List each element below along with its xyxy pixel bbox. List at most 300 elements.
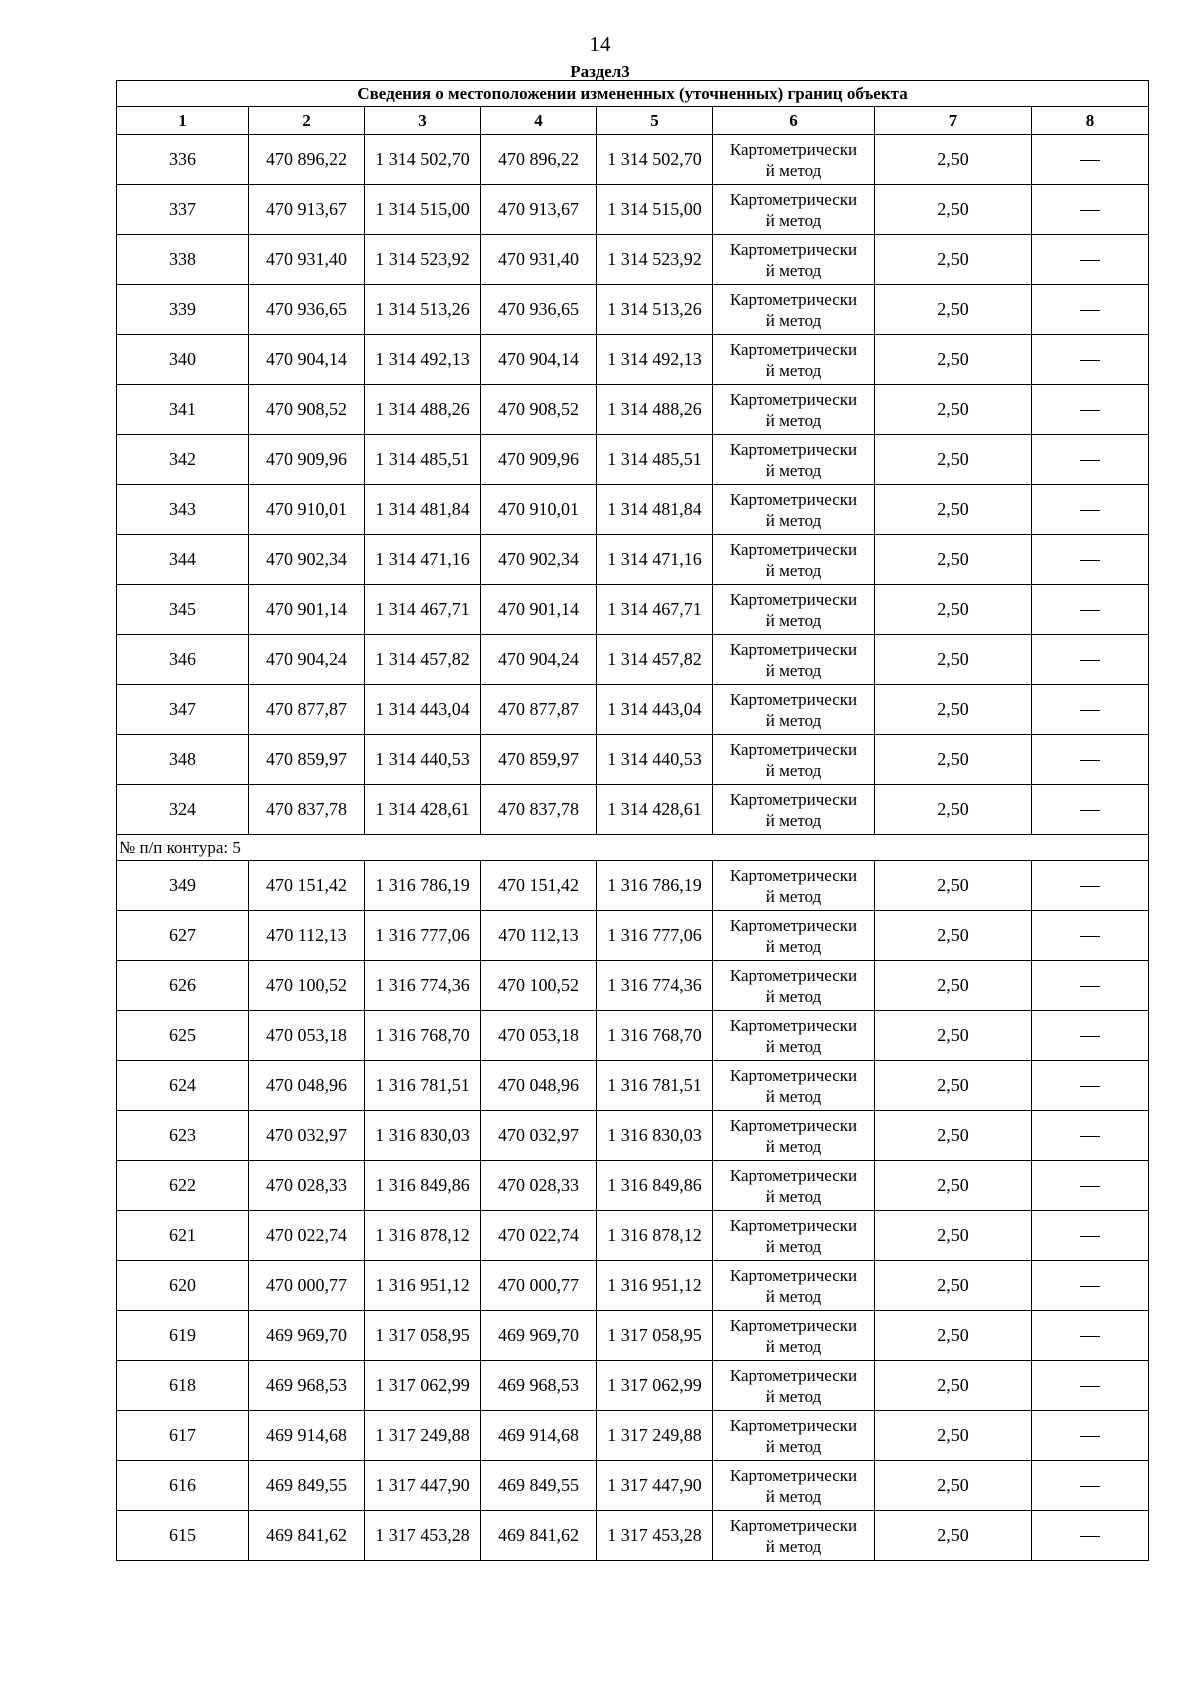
method-line2: й метод [765, 1336, 822, 1356]
x-new-cell: 470 032,97 [481, 1111, 597, 1161]
precision-cell: 2,50 [875, 585, 1032, 635]
precision-cell: 2,50 [875, 1311, 1032, 1361]
dash-mark [1080, 410, 1100, 411]
method-cell [713, 1161, 875, 1211]
y-old-cell: 1 314 488,26 [365, 385, 481, 435]
precision-cell: 2,50 [875, 961, 1032, 1011]
empty-value-cell [1032, 485, 1149, 535]
precision-cell: 2,50 [875, 1161, 1032, 1211]
x-new-cell: 470 100,52 [481, 961, 597, 1011]
x-old-cell: 470 908,52 [249, 385, 365, 435]
method-cell [713, 235, 875, 285]
table-row [117, 235, 1149, 285]
dash-mark [1080, 460, 1100, 461]
x-new-cell: 470 909,96 [481, 435, 597, 485]
x-old-cell: 469 849,55 [249, 1461, 365, 1511]
method-line1: Картометрически [729, 339, 858, 359]
x-new-cell: 470 112,13 [481, 911, 597, 961]
method-cell [713, 1411, 875, 1461]
dash-mark [1080, 310, 1100, 311]
y-new-cell: 1 314 485,51 [597, 435, 713, 485]
method-line2: й метод [765, 1236, 822, 1256]
y-new-cell: 1 314 488,26 [597, 385, 713, 435]
empty-value-cell [1032, 735, 1149, 785]
y-old-cell: 1 316 830,03 [365, 1111, 481, 1161]
y-old-cell: 1 317 058,95 [365, 1311, 481, 1361]
x-old-cell: 470 904,14 [249, 335, 365, 385]
method-line1: Картометрически [729, 589, 858, 609]
y-old-cell: 1 314 515,00 [365, 185, 481, 235]
y-old-cell: 1 316 786,19 [365, 861, 481, 911]
point-number-cell: 623 [117, 1111, 249, 1161]
table-row [117, 1511, 1149, 1561]
column-header: 3 [365, 107, 481, 135]
precision-cell: 2,50 [875, 1411, 1032, 1461]
point-number-cell: 342 [117, 435, 249, 485]
x-new-cell: 470 028,33 [481, 1161, 597, 1211]
dash-mark [1080, 560, 1100, 561]
dash-mark [1080, 1336, 1100, 1337]
empty-value-cell [1032, 535, 1149, 585]
precision-cell: 2,50 [875, 635, 1032, 685]
column-header: 5 [597, 107, 713, 135]
method-cell [713, 1211, 875, 1261]
x-new-cell: 470 837,78 [481, 785, 597, 835]
table-row [117, 911, 1149, 961]
y-new-cell: 1 316 781,51 [597, 1061, 713, 1111]
method-line2: й метод [765, 1536, 822, 1556]
method-line1: Картометрически [729, 139, 858, 159]
y-new-cell: 1 316 878,12 [597, 1211, 713, 1261]
dash-mark [1080, 1036, 1100, 1037]
point-number-cell: 341 [117, 385, 249, 435]
point-number-cell: 348 [117, 735, 249, 785]
table-row [117, 435, 1149, 485]
table-body-group-a [117, 135, 1149, 835]
x-old-cell: 470 936,65 [249, 285, 365, 335]
y-new-cell: 1 314 457,82 [597, 635, 713, 685]
method-line1: Картометрически [729, 1165, 858, 1185]
table-row [117, 1111, 1149, 1161]
method-line2: й метод [765, 810, 822, 830]
method-line1: Картометрически [729, 189, 858, 209]
table-row [117, 385, 1149, 435]
y-old-cell: 1 314 523,92 [365, 235, 481, 285]
x-new-cell: 470 151,42 [481, 861, 597, 911]
dash-mark [1080, 710, 1100, 711]
y-new-cell: 1 314 515,00 [597, 185, 713, 235]
y-new-cell: 1 314 481,84 [597, 485, 713, 535]
method-line1: Картометрически [729, 489, 858, 509]
x-old-cell: 470 032,97 [249, 1111, 365, 1161]
point-number-cell: 324 [117, 785, 249, 835]
method-cell [713, 785, 875, 835]
empty-value-cell [1032, 285, 1149, 335]
precision-cell: 2,50 [875, 485, 1032, 535]
method-cell [713, 1061, 875, 1111]
x-old-cell: 469 914,68 [249, 1411, 365, 1461]
empty-value-cell [1032, 1111, 1149, 1161]
empty-value-cell [1032, 961, 1149, 1011]
empty-value-cell [1032, 235, 1149, 285]
table-row [117, 1261, 1149, 1311]
y-new-cell: 1 314 502,70 [597, 135, 713, 185]
method-line1: Картометрически [729, 689, 858, 709]
empty-value-cell [1032, 435, 1149, 485]
precision-cell: 2,50 [875, 1511, 1032, 1561]
x-new-cell: 470 913,67 [481, 185, 597, 235]
precision-cell: 2,50 [875, 135, 1032, 185]
method-cell [713, 485, 875, 535]
table-row [117, 1361, 1149, 1411]
dash-mark [1080, 1136, 1100, 1137]
precision-cell: 2,50 [875, 1061, 1032, 1111]
method-line1: Картометрически [729, 1365, 858, 1385]
method-line2: й метод [765, 660, 822, 680]
x-new-cell: 470 048,96 [481, 1061, 597, 1111]
precision-cell: 2,50 [875, 385, 1032, 435]
column-header: 2 [249, 107, 365, 135]
x-old-cell: 470 909,96 [249, 435, 365, 485]
y-new-cell: 1 316 830,03 [597, 1111, 713, 1161]
precision-cell: 2,50 [875, 235, 1032, 285]
x-old-cell: 470 902,34 [249, 535, 365, 585]
method-line1: Картометрически [729, 739, 858, 759]
point-number-cell: 617 [117, 1411, 249, 1461]
method-line2: й метод [765, 260, 822, 280]
x-new-cell: 469 968,53 [481, 1361, 597, 1411]
x-new-cell: 470 053,18 [481, 1011, 597, 1061]
point-number-cell: 346 [117, 635, 249, 685]
method-line1: Картометрически [729, 1415, 858, 1435]
precision-cell: 2,50 [875, 435, 1032, 485]
y-new-cell: 1 316 768,70 [597, 1011, 713, 1061]
empty-value-cell [1032, 1161, 1149, 1211]
empty-value-cell [1032, 1211, 1149, 1261]
method-cell [713, 1311, 875, 1361]
precision-cell: 2,50 [875, 1461, 1032, 1511]
x-old-cell: 470 901,14 [249, 585, 365, 635]
method-line1: Картометрически [729, 1215, 858, 1235]
y-new-cell: 1 316 774,36 [597, 961, 713, 1011]
empty-value-cell [1032, 1461, 1149, 1511]
y-new-cell: 1 317 062,99 [597, 1361, 713, 1411]
precision-cell: 2,50 [875, 1111, 1032, 1161]
table-row [117, 135, 1149, 185]
empty-value-cell [1032, 1061, 1149, 1111]
x-old-cell: 470 877,87 [249, 685, 365, 735]
y-old-cell: 1 314 481,84 [365, 485, 481, 535]
y-old-cell: 1 316 777,06 [365, 911, 481, 961]
empty-value-cell [1032, 1011, 1149, 1061]
method-cell [713, 911, 875, 961]
y-old-cell: 1 314 428,61 [365, 785, 481, 835]
x-old-cell: 469 969,70 [249, 1311, 365, 1361]
table-row [117, 1061, 1149, 1111]
x-new-cell: 470 000,77 [481, 1261, 597, 1311]
method-line1: Картометрически [729, 1465, 858, 1485]
y-new-cell: 1 316 951,12 [597, 1261, 713, 1311]
method-cell [713, 1261, 875, 1311]
column-header: 6 [713, 107, 875, 135]
dash-mark [1080, 360, 1100, 361]
y-old-cell: 1 316 878,12 [365, 1211, 481, 1261]
empty-value-cell [1032, 335, 1149, 385]
table-row [117, 535, 1149, 585]
empty-value-cell [1032, 685, 1149, 735]
method-cell [713, 585, 875, 635]
empty-value-cell [1032, 385, 1149, 435]
precision-cell: 2,50 [875, 335, 1032, 385]
x-new-cell: 470 896,22 [481, 135, 597, 185]
point-number-cell: 343 [117, 485, 249, 535]
method-line1: Картометрически [729, 439, 858, 459]
dash-mark [1080, 1186, 1100, 1187]
x-new-cell: 470 877,87 [481, 685, 597, 735]
dash-mark [1080, 260, 1100, 261]
y-new-cell: 1 317 453,28 [597, 1511, 713, 1561]
method-line2: й метод [765, 510, 822, 530]
point-number-cell: 336 [117, 135, 249, 185]
method-line2: й метод [765, 610, 822, 630]
x-old-cell: 470 837,78 [249, 785, 365, 835]
method-line1: Картометрически [729, 915, 858, 935]
point-number-cell: 339 [117, 285, 249, 335]
method-line2: й метод [765, 310, 822, 330]
y-old-cell: 1 317 249,88 [365, 1411, 481, 1461]
x-old-cell: 470 028,33 [249, 1161, 365, 1211]
contour-row [117, 835, 1149, 861]
x-new-cell: 470 910,01 [481, 485, 597, 535]
x-new-cell: 470 022,74 [481, 1211, 597, 1261]
empty-value-cell [1032, 185, 1149, 235]
x-old-cell: 470 112,13 [249, 911, 365, 961]
method-line1: Картометрически [729, 1515, 858, 1535]
y-old-cell: 1 314 502,70 [365, 135, 481, 185]
x-new-cell: 470 908,52 [481, 385, 597, 435]
section-title: Раздел3 [570, 62, 630, 81]
precision-cell: 2,50 [875, 185, 1032, 235]
method-cell [713, 285, 875, 335]
method-cell [713, 1361, 875, 1411]
table-row [117, 1411, 1149, 1461]
method-line2: й метод [765, 1286, 822, 1306]
method-line2: й метод [765, 886, 822, 906]
dash-mark [1080, 660, 1100, 661]
empty-value-cell [1032, 785, 1149, 835]
point-number-cell: 627 [117, 911, 249, 961]
y-new-cell: 1 317 058,95 [597, 1311, 713, 1361]
method-line1: Картометрически [729, 1265, 858, 1285]
precision-cell: 2,50 [875, 1261, 1032, 1311]
point-number-cell: 347 [117, 685, 249, 735]
precision-cell: 2,50 [875, 911, 1032, 961]
x-old-cell: 470 048,96 [249, 1061, 365, 1111]
method-cell [713, 1011, 875, 1061]
x-new-cell: 469 849,55 [481, 1461, 597, 1511]
table-row [117, 961, 1149, 1011]
x-old-cell: 470 910,01 [249, 485, 365, 535]
dash-mark [1080, 610, 1100, 611]
method-line2: й метод [765, 936, 822, 956]
precision-cell: 2,50 [875, 535, 1032, 585]
column-header: 1 [117, 107, 249, 135]
y-old-cell: 1 314 457,82 [365, 635, 481, 685]
dash-mark [1080, 760, 1100, 761]
x-old-cell: 470 859,97 [249, 735, 365, 785]
dash-mark [1080, 886, 1100, 887]
method-line2: й метод [765, 1486, 822, 1506]
precision-cell: 2,50 [875, 861, 1032, 911]
x-new-cell: 470 904,24 [481, 635, 597, 685]
point-number-cell: 337 [117, 185, 249, 235]
table-row [117, 785, 1149, 835]
y-new-cell: 1 314 467,71 [597, 585, 713, 635]
method-line2: й метод [765, 1086, 822, 1106]
dash-mark [1080, 936, 1100, 937]
method-cell [713, 335, 875, 385]
method-line1: Картометрически [729, 1015, 858, 1035]
table-row [117, 1461, 1149, 1511]
precision-cell: 2,50 [875, 1211, 1032, 1261]
method-cell [713, 1511, 875, 1561]
table-row [117, 1311, 1149, 1361]
table-row [117, 1161, 1149, 1211]
x-new-cell: 469 969,70 [481, 1311, 597, 1361]
table-row [117, 585, 1149, 635]
method-line2: й метод [765, 460, 822, 480]
table-body-contour [117, 835, 1149, 861]
method-line2: й метод [765, 1186, 822, 1206]
y-old-cell: 1 317 447,90 [365, 1461, 481, 1511]
point-number-cell: 615 [117, 1511, 249, 1561]
x-old-cell: 470 913,67 [249, 185, 365, 235]
method-line2: й метод [765, 360, 822, 380]
y-old-cell: 1 314 467,71 [365, 585, 481, 635]
y-old-cell: 1 317 062,99 [365, 1361, 481, 1411]
method-line1: Картометрически [729, 289, 858, 309]
point-number-cell: 345 [117, 585, 249, 635]
method-line1: Картометрически [729, 539, 858, 559]
y-new-cell: 1 316 786,19 [597, 861, 713, 911]
method-line2: й метод [765, 1386, 822, 1406]
empty-value-cell [1032, 1411, 1149, 1461]
point-number-cell: 619 [117, 1311, 249, 1361]
x-old-cell: 470 022,74 [249, 1211, 365, 1261]
dash-mark [1080, 1236, 1100, 1237]
point-number-cell: 618 [117, 1361, 249, 1411]
method-line2: й метод [765, 210, 822, 230]
method-line2: й метод [765, 760, 822, 780]
table-row [117, 485, 1149, 535]
y-old-cell: 1 314 440,53 [365, 735, 481, 785]
method-line1: Картометрически [729, 389, 858, 409]
point-number-cell: 620 [117, 1261, 249, 1311]
y-new-cell: 1 317 447,90 [597, 1461, 713, 1511]
method-line2: й метод [765, 160, 822, 180]
x-new-cell: 469 841,62 [481, 1511, 597, 1561]
dash-mark [1080, 210, 1100, 211]
empty-value-cell [1032, 1361, 1149, 1411]
empty-value-cell [1032, 1511, 1149, 1561]
method-cell [713, 861, 875, 911]
y-new-cell: 1 317 249,88 [597, 1411, 713, 1461]
y-old-cell: 1 316 951,12 [365, 1261, 481, 1311]
dash-mark [1080, 986, 1100, 987]
table-row [117, 1011, 1149, 1061]
method-line2: й метод [765, 1136, 822, 1156]
y-new-cell: 1 314 492,13 [597, 335, 713, 385]
x-new-cell: 470 902,34 [481, 535, 597, 585]
method-cell [713, 1461, 875, 1511]
method-cell [713, 961, 875, 1011]
empty-value-cell [1032, 585, 1149, 635]
method-line1: Картометрически [729, 789, 858, 809]
x-old-cell: 469 968,53 [249, 1361, 365, 1411]
point-number-cell: 621 [117, 1211, 249, 1261]
method-line2: й метод [765, 1036, 822, 1056]
point-number-cell: 625 [117, 1011, 249, 1061]
method-line1: Картометрически [729, 239, 858, 259]
empty-value-cell [1032, 861, 1149, 911]
y-old-cell: 1 317 453,28 [365, 1511, 481, 1561]
y-old-cell: 1 314 492,13 [365, 335, 481, 385]
dash-mark [1080, 1386, 1100, 1387]
table-caption-row [117, 81, 1149, 107]
dash-mark [1080, 810, 1100, 811]
x-old-cell: 469 841,62 [249, 1511, 365, 1561]
table-row [117, 861, 1149, 911]
precision-cell: 2,50 [875, 785, 1032, 835]
coordinates-table [116, 80, 1149, 1561]
y-new-cell: 1 314 428,61 [597, 785, 713, 835]
method-cell [713, 435, 875, 485]
x-new-cell: 470 936,65 [481, 285, 597, 335]
y-new-cell: 1 314 513,26 [597, 285, 713, 335]
x-new-cell: 470 859,97 [481, 735, 597, 785]
y-old-cell: 1 316 781,51 [365, 1061, 481, 1111]
y-new-cell: 1 316 777,06 [597, 911, 713, 961]
y-new-cell: 1 314 443,04 [597, 685, 713, 735]
column-header: 7 [875, 107, 1032, 135]
x-old-cell: 470 053,18 [249, 1011, 365, 1061]
method-cell [713, 685, 875, 735]
point-number-cell: 616 [117, 1461, 249, 1511]
y-new-cell: 1 316 849,86 [597, 1161, 713, 1211]
x-old-cell: 470 100,52 [249, 961, 365, 1011]
x-new-cell: 470 904,14 [481, 335, 597, 385]
contour-label: № п/п контура: 5 [117, 835, 1149, 861]
point-number-cell: 626 [117, 961, 249, 1011]
point-number-cell: 624 [117, 1061, 249, 1111]
x-old-cell: 470 904,24 [249, 635, 365, 685]
precision-cell: 2,50 [875, 285, 1032, 335]
y-old-cell: 1 316 768,70 [365, 1011, 481, 1061]
point-number-cell: 344 [117, 535, 249, 585]
empty-value-cell [1032, 135, 1149, 185]
method-line2: й метод [765, 710, 822, 730]
x-old-cell: 470 000,77 [249, 1261, 365, 1311]
method-cell [713, 385, 875, 435]
method-line2: й метод [765, 560, 822, 580]
table-row [117, 335, 1149, 385]
y-old-cell: 1 314 443,04 [365, 685, 481, 735]
method-line1: Картометрически [729, 865, 858, 885]
x-new-cell: 470 931,40 [481, 235, 597, 285]
x-new-cell: 469 914,68 [481, 1411, 597, 1461]
x-new-cell: 470 901,14 [481, 585, 597, 635]
method-line1: Картометрически [729, 1315, 858, 1335]
